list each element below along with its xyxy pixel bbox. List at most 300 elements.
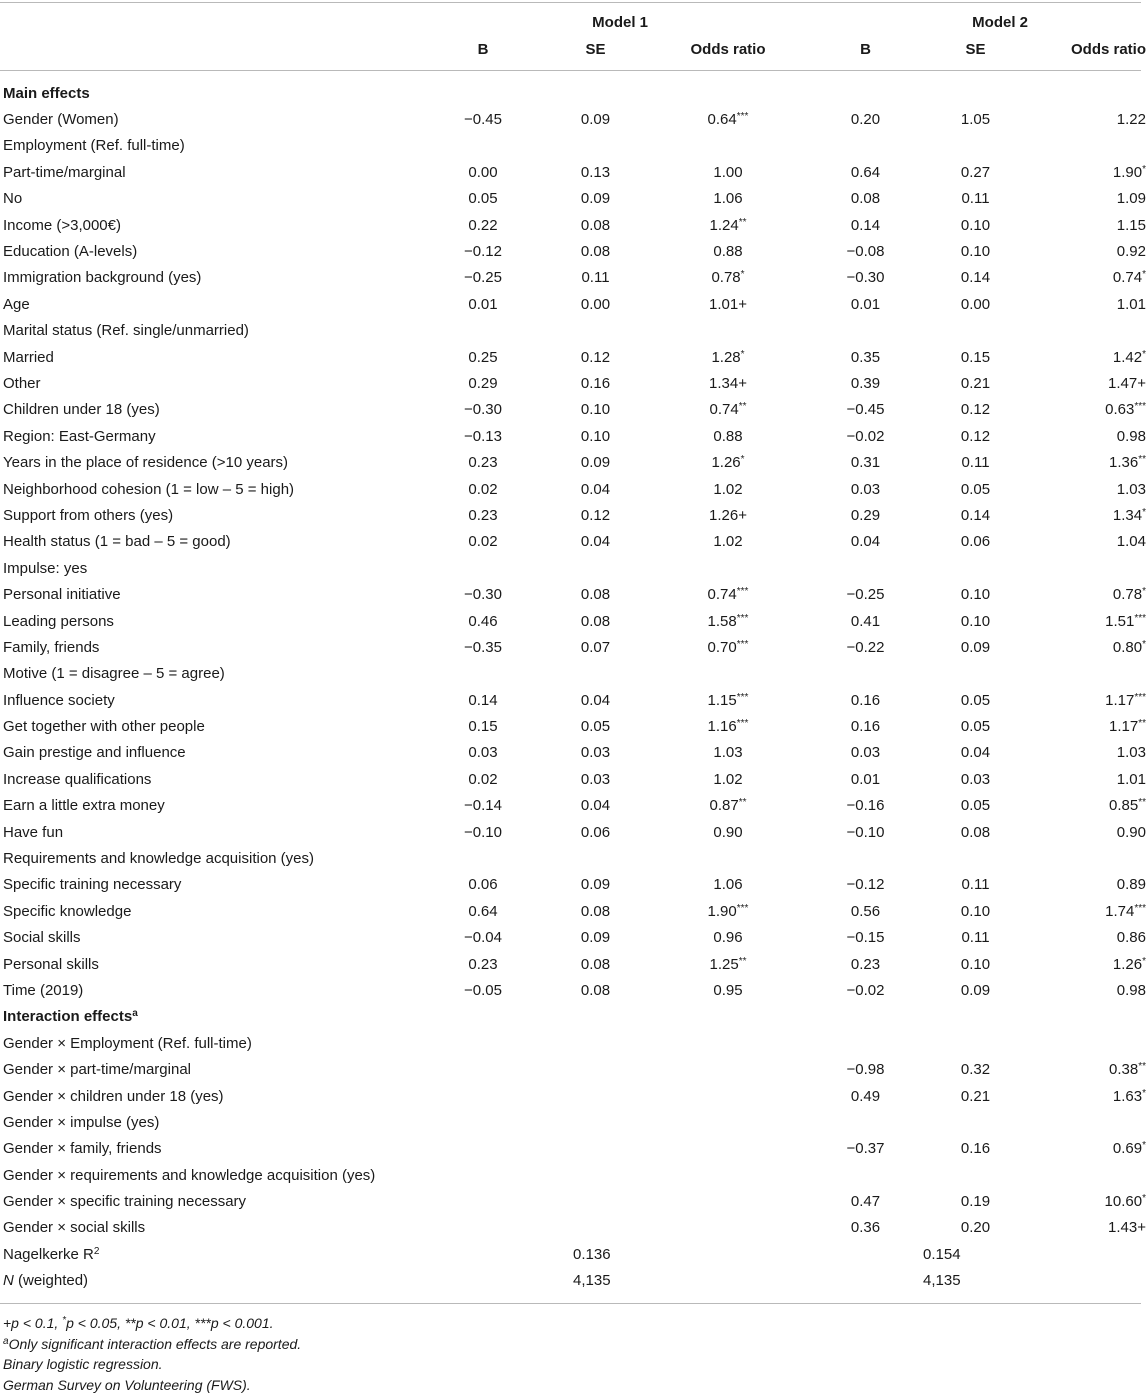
cell-value: 1.47+: [1108, 374, 1146, 392]
table-row: [0, 1083, 1146, 1109]
cell-value: 0.08: [580, 981, 611, 999]
section-row: [0, 1004, 1146, 1030]
significance-marker: **: [738, 401, 747, 413]
table-row: [0, 1188, 1146, 1214]
row-label: Leading persons: [3, 612, 114, 630]
cell-value: 0.90: [1116, 823, 1146, 841]
cell-value: [648, 1083, 808, 1109]
cell-value: −0.10: [464, 823, 502, 841]
row-label: Motive (1 = disagree – 5 = agree): [3, 665, 225, 683]
cell-value: 0.04: [580, 480, 611, 498]
significance-marker: ***: [736, 638, 749, 650]
cell-value: 0.09: [580, 190, 611, 208]
row-label: Increase qualifications: [3, 770, 152, 788]
cell-value: [423, 1215, 543, 1241]
col-header-or-m1: Odds ratio: [690, 40, 766, 58]
cell-value: 0.20: [850, 111, 881, 129]
cell-value: 1.26+: [709, 506, 747, 524]
row-label: Family, friends: [3, 638, 100, 656]
row-label: Main effects: [3, 84, 90, 102]
cell-value: 0.04: [580, 797, 611, 815]
cell-value: 0.39: [850, 374, 881, 392]
significance-marker: ***: [736, 612, 749, 624]
cell-value: 0.64: [850, 163, 881, 181]
footnote-method: Binary logistic regression.: [3, 1356, 163, 1373]
cell-value: [543, 555, 648, 581]
cell-value: −0.15: [846, 929, 885, 947]
cell-value: 0.29: [850, 506, 881, 524]
r2-label: Nagelkerke $R^2$: [3, 1245, 100, 1263]
cell-value: 0.09: [580, 454, 611, 472]
cell-value: −0.10: [846, 823, 885, 841]
cell-value: 0.09: [580, 111, 611, 129]
cell-value: 0.14: [468, 691, 498, 709]
row-label: Have fun: [3, 823, 64, 841]
significance-marker: **: [1138, 1061, 1146, 1073]
table-row-n: [0, 1268, 1146, 1294]
cell-value: [648, 1136, 808, 1162]
table-row: [0, 1030, 1146, 1056]
cell-value: 0.09: [960, 981, 991, 999]
cell-value: 10.60*: [1104, 1193, 1146, 1211]
cell-value: 1.03: [1116, 744, 1146, 762]
cell-value: −0.14: [464, 797, 502, 815]
significance-marker: ***: [736, 902, 749, 914]
cell-value: [648, 1109, 808, 1135]
cell-value: 0.04: [580, 691, 611, 709]
top-rule: [0, 2, 1141, 3]
table-row: [0, 397, 1146, 423]
table-row: [0, 370, 1146, 396]
cell-value: [808, 1030, 923, 1056]
cell-value: [648, 1004, 808, 1030]
cell-value: 1.34*: [1112, 506, 1146, 524]
cell-value: 0.10: [960, 216, 991, 234]
header-rule: [0, 70, 1141, 71]
cell-value: [923, 80, 1028, 106]
cell-value: [423, 318, 543, 344]
cell-value: 1.02: [713, 770, 743, 788]
cell-value: 0.98: [1116, 427, 1146, 445]
cell-value: [1028, 1030, 1146, 1056]
significance-marker: *: [740, 269, 745, 281]
cell-value: 0.74**: [709, 401, 747, 419]
cell-value: 0.64***: [707, 111, 749, 129]
model2-header: Model 2: [972, 13, 1028, 31]
cell-value: [423, 1056, 543, 1082]
cell-value: 0.22: [468, 216, 498, 234]
section-row: [0, 80, 1146, 106]
cell-value: 0.21: [960, 374, 991, 392]
cell-value: 1.02: [713, 480, 743, 498]
cell-value: [648, 661, 808, 687]
cell-value: 0.09: [580, 876, 611, 894]
cell-value: 0.16: [960, 1140, 991, 1158]
cell-value: 0.80*: [1112, 638, 1146, 656]
cell-value: −0.22: [846, 638, 885, 656]
cell-value: 0.16: [580, 374, 611, 392]
cell-value: 1.22: [1116, 111, 1146, 129]
cell-value: 0.78*: [1112, 586, 1146, 604]
cell-value: −0.08: [846, 243, 885, 261]
cell-value: 0.12: [960, 401, 991, 419]
cell-value: 1.05: [960, 111, 991, 129]
cell-value: −0.35: [464, 638, 502, 656]
cell-value: 1.01: [1116, 295, 1146, 313]
row-label: Social skills: [3, 929, 81, 947]
cell-value: 0.41: [850, 612, 881, 630]
col-header-b-m2: B: [860, 40, 871, 58]
table-row: [0, 502, 1146, 528]
cell-value: [543, 1056, 648, 1082]
row-label: Support from others (yes): [3, 506, 174, 524]
cell-value: 0.13: [580, 163, 611, 181]
cell-value: 0.08: [580, 612, 611, 630]
cell-value: 1.34+: [709, 374, 747, 392]
significance-marker: *: [1142, 269, 1146, 281]
row-label: Impulse: yes: [3, 559, 88, 577]
cell-value: 1.03: [1116, 480, 1146, 498]
significance-marker: ***: [1134, 902, 1146, 914]
cell-value: 0.74*: [1112, 269, 1146, 287]
cell-value: [923, 1004, 1028, 1030]
cell-value: 0.00: [468, 163, 498, 181]
table-row: [0, 819, 1146, 845]
cell-value: [543, 1136, 648, 1162]
table-row: [0, 608, 1146, 634]
cell-value: −0.37: [846, 1140, 885, 1158]
row-label: Gender (Women): [3, 111, 119, 129]
table-row: [0, 740, 1146, 766]
cell-value: 0.69*: [1112, 1140, 1146, 1158]
cell-value: 1.25**: [709, 955, 747, 973]
cell-value: 0.03: [850, 744, 881, 762]
table-row: [0, 106, 1146, 132]
cell-value: −0.12: [464, 243, 502, 261]
cell-value: 0.08: [580, 955, 611, 973]
cell-value: 0.70***: [707, 638, 749, 656]
cell-value: [648, 133, 808, 159]
cell-value: 0.16: [850, 718, 881, 736]
cell-value: 1.58***: [707, 612, 749, 630]
cell-value: 0.08: [580, 902, 611, 920]
cell-value: 1.51***: [1105, 612, 1146, 630]
cell-value: [543, 133, 648, 159]
cell-value: 1.01: [1116, 770, 1146, 788]
cell-value: 1.63*: [1112, 1087, 1146, 1105]
significance-marker: ***: [736, 718, 749, 730]
row-label: Gender × Employment (Ref. full-time): [3, 1034, 252, 1052]
row-label: Interaction effects$^a$: [3, 1008, 138, 1026]
cell-value: 0.15: [468, 718, 498, 736]
footnote-significance: +p < 0.1, *p < 0.05, **p < 0.01, ***p < 0.001.: [3, 1315, 274, 1331]
cell-value: 0.95: [713, 981, 743, 999]
n-label: N (weighted): [3, 1272, 89, 1290]
cell-value: 0.04: [960, 744, 991, 762]
cell-value: [808, 1109, 923, 1135]
table-row: [0, 766, 1146, 792]
cell-value: 0.01: [850, 770, 881, 788]
cell-value: 0.06: [580, 823, 611, 841]
cell-value: 0.19: [960, 1193, 991, 1211]
cell-value: 0.05: [960, 797, 991, 815]
col-header-b-m1: B: [477, 40, 489, 58]
cell-value: 0.10: [960, 612, 991, 630]
cell-value: 0.21: [960, 1087, 991, 1105]
cell-value: 0.09: [960, 638, 991, 656]
col-header-se-m1: SE: [585, 40, 606, 58]
row-label: Neighborhood cohesion (1 = low – 5 = high): [3, 480, 295, 498]
cell-value: 1.17**: [1109, 718, 1146, 736]
row-label: Requirements and knowledge acquisition (yes): [3, 850, 315, 868]
significance-marker: *: [1142, 1140, 1146, 1152]
n-model2: 4,135: [923, 1272, 961, 1290]
cell-value: 1.28*: [711, 348, 745, 366]
row-label: Marital status (Ref. single/unmarried): [3, 322, 249, 340]
cell-value: [423, 1188, 543, 1214]
cell-value: [543, 661, 648, 687]
row-label: Children under 18 (yes): [3, 401, 160, 419]
cell-value: 1.26*: [711, 454, 745, 472]
table-row: [0, 449, 1146, 475]
table-row: [0, 555, 1146, 581]
cell-value: [923, 555, 1028, 581]
table-row: [0, 898, 1146, 924]
cell-value: −0.98: [846, 1061, 885, 1079]
cell-value: [923, 845, 1028, 871]
table-row: [0, 1109, 1146, 1135]
table-row: [0, 713, 1146, 739]
significance-marker: *: [740, 348, 745, 360]
table-row: [0, 925, 1146, 951]
cell-value: 0.96: [713, 929, 743, 947]
significance-marker: *: [1142, 1087, 1146, 1099]
significance-marker: *: [1142, 586, 1146, 598]
cell-value: −0.02: [846, 427, 885, 445]
cell-value: 1.15: [1116, 216, 1146, 234]
cell-value: 0.12: [960, 427, 991, 445]
row-label: Age: [3, 295, 30, 313]
table-row: [0, 133, 1146, 159]
cell-value: 1.15***: [707, 691, 749, 709]
cell-value: 0.12: [580, 506, 611, 524]
cell-value: 0.89: [1116, 876, 1146, 894]
cell-value: 0.11: [581, 269, 610, 287]
row-label: Years in the place of residence (>10 years): [3, 454, 289, 472]
cell-value: −0.45: [464, 111, 502, 129]
cell-value: 0.03: [580, 744, 611, 762]
cell-value: 0.01: [850, 295, 881, 313]
cell-value: [423, 661, 543, 687]
cell-value: 0.20: [960, 1219, 991, 1237]
cell-value: [423, 1136, 543, 1162]
cell-value: [423, 80, 543, 106]
cell-value: 1.36**: [1109, 454, 1146, 472]
cell-value: 0.23: [468, 955, 498, 973]
cell-value: [423, 845, 543, 871]
significance-marker: **: [738, 797, 747, 809]
significance-marker: ***: [1134, 691, 1146, 703]
row-label: Influence society: [3, 691, 115, 709]
footnote-source: German Survey on Volunteering (FWS).: [3, 1376, 251, 1393]
table-row: [0, 186, 1146, 212]
table-row: [0, 793, 1146, 819]
cell-value: 0.36: [850, 1219, 881, 1237]
cell-value: 0.08: [580, 586, 611, 604]
cell-value: [543, 845, 648, 871]
cell-value: 0.64: [468, 902, 498, 920]
row-label: Gender × impulse (yes): [3, 1113, 160, 1131]
cell-value: 1.00: [713, 163, 743, 181]
row-label: Region: East-Germany: [3, 427, 156, 445]
cell-value: [543, 1109, 648, 1135]
row-label: Specific training necessary: [3, 876, 182, 894]
table-row: [0, 344, 1146, 370]
significance-marker: **: [738, 955, 747, 967]
cell-value: [648, 1030, 808, 1056]
row-label: Personal skills: [3, 955, 99, 973]
row-label: No: [3, 190, 23, 208]
cell-value: [808, 318, 923, 344]
cell-value: [808, 1162, 923, 1188]
cell-value: 1.03: [713, 744, 743, 762]
row-label: Time (2019): [3, 981, 84, 999]
table-row: [0, 159, 1146, 185]
footnote-interaction: $^a$Only significant interaction effects are reported.: [3, 1335, 302, 1352]
row-label: Married: [3, 348, 54, 366]
significance-marker: **: [1138, 797, 1146, 809]
cell-value: [1028, 80, 1146, 106]
cell-value: 1.06: [713, 190, 743, 208]
cell-value: 0.10: [580, 401, 611, 419]
cell-value: 0.02: [468, 770, 498, 788]
significance-marker: *: [1142, 163, 1146, 175]
table-row: [0, 212, 1146, 238]
cell-value: [808, 1004, 923, 1030]
row-label: Gain prestige and influence: [3, 744, 186, 762]
cell-value: 0.92: [1116, 243, 1146, 261]
cell-value: 0.87**: [709, 797, 747, 815]
cell-value: 0.05: [960, 480, 991, 498]
significance-marker: *: [1142, 1193, 1146, 1205]
cell-value: −0.12: [846, 876, 885, 894]
cell-value: 1.16***: [707, 718, 749, 736]
significance-marker: ***: [736, 111, 749, 123]
significance-marker: *: [1142, 638, 1146, 650]
cell-value: [543, 1162, 648, 1188]
table-row: [0, 845, 1146, 871]
cell-value: [1028, 1109, 1146, 1135]
cell-value: 1.42*: [1112, 348, 1146, 366]
cell-value: [1028, 1004, 1146, 1030]
cell-value: [923, 1162, 1028, 1188]
row-label: Gender × social skills: [3, 1219, 146, 1237]
col-header-or-m2: Odds ratio: [1070, 40, 1146, 58]
cell-value: [543, 318, 648, 344]
cell-value: 0.10: [960, 586, 991, 604]
row-label: Immigration background (yes): [3, 269, 202, 287]
row-label: Get together with other people: [3, 718, 205, 736]
table-row: [0, 423, 1146, 449]
cell-value: [808, 845, 923, 871]
cell-value: [543, 80, 648, 106]
cell-value: 0.02: [468, 533, 498, 551]
cell-value: 0.46: [468, 612, 498, 630]
cell-value: 0.09: [580, 929, 611, 947]
cell-value: −0.30: [846, 269, 885, 287]
table-row-r2: [0, 1241, 1146, 1267]
row-label: Health status (1 = bad – 5 = good): [3, 533, 231, 551]
cell-value: 0.05: [960, 718, 991, 736]
cell-value: 0.74***: [707, 586, 749, 604]
table-row: [0, 1162, 1146, 1188]
cell-value: [923, 1030, 1028, 1056]
cell-value: 0.23: [468, 506, 498, 524]
row-label: Gender × part-time/marginal: [3, 1061, 191, 1079]
cell-value: [808, 133, 923, 159]
cell-value: 0.10: [580, 427, 611, 445]
cell-value: −0.16: [846, 797, 885, 815]
cell-value: 0.08: [850, 190, 881, 208]
r2-model2: 0.154: [923, 1245, 961, 1263]
significance-marker: **: [1138, 454, 1146, 466]
cell-value: [423, 1004, 543, 1030]
table-row: [0, 529, 1146, 555]
cell-value: 0.02: [468, 480, 498, 498]
cell-value: [423, 1083, 543, 1109]
table-row: [0, 1136, 1146, 1162]
significance-marker: ***: [1134, 612, 1146, 624]
cell-value: 1.74***: [1105, 902, 1146, 920]
cell-value: 1.26*: [1112, 955, 1146, 973]
table-row: [0, 581, 1146, 607]
cell-value: 0.14: [960, 269, 991, 287]
row-label: Gender × family, friends: [3, 1140, 162, 1158]
cell-value: 0.47: [850, 1193, 881, 1211]
cell-value: [1028, 318, 1146, 344]
cell-value: 0.78*: [711, 269, 745, 287]
cell-value: 0.88: [713, 243, 743, 261]
cell-value: [423, 1162, 543, 1188]
table-row: [0, 661, 1146, 687]
cell-value: −0.04: [464, 929, 502, 947]
cell-value: [423, 133, 543, 159]
cell-value: 0.10: [960, 902, 991, 920]
significance-marker: ***: [736, 586, 749, 598]
significance-marker: ***: [736, 691, 749, 703]
cell-value: 0.14: [960, 506, 991, 524]
cell-value: [648, 555, 808, 581]
cell-value: 0.63***: [1105, 401, 1146, 419]
cell-value: [648, 80, 808, 106]
cell-value: 0.11: [961, 190, 990, 208]
cell-value: [648, 1056, 808, 1082]
significance-marker: *: [1142, 348, 1146, 360]
cell-value: −0.25: [464, 269, 502, 287]
cell-value: 0.11: [961, 876, 990, 894]
cell-value: 1.17***: [1105, 691, 1146, 709]
cell-value: 1.90*: [1112, 163, 1146, 181]
cell-value: 0.16: [850, 691, 881, 709]
cell-value: 0.31: [850, 454, 881, 472]
cell-value: 0.04: [580, 533, 611, 551]
cell-value: 0.23: [468, 454, 498, 472]
table-row: [0, 1056, 1146, 1082]
n-model1: 4,135: [573, 1272, 611, 1290]
cell-value: 0.08: [580, 243, 611, 261]
table-row: [0, 265, 1146, 291]
cell-value: −0.30: [464, 401, 502, 419]
